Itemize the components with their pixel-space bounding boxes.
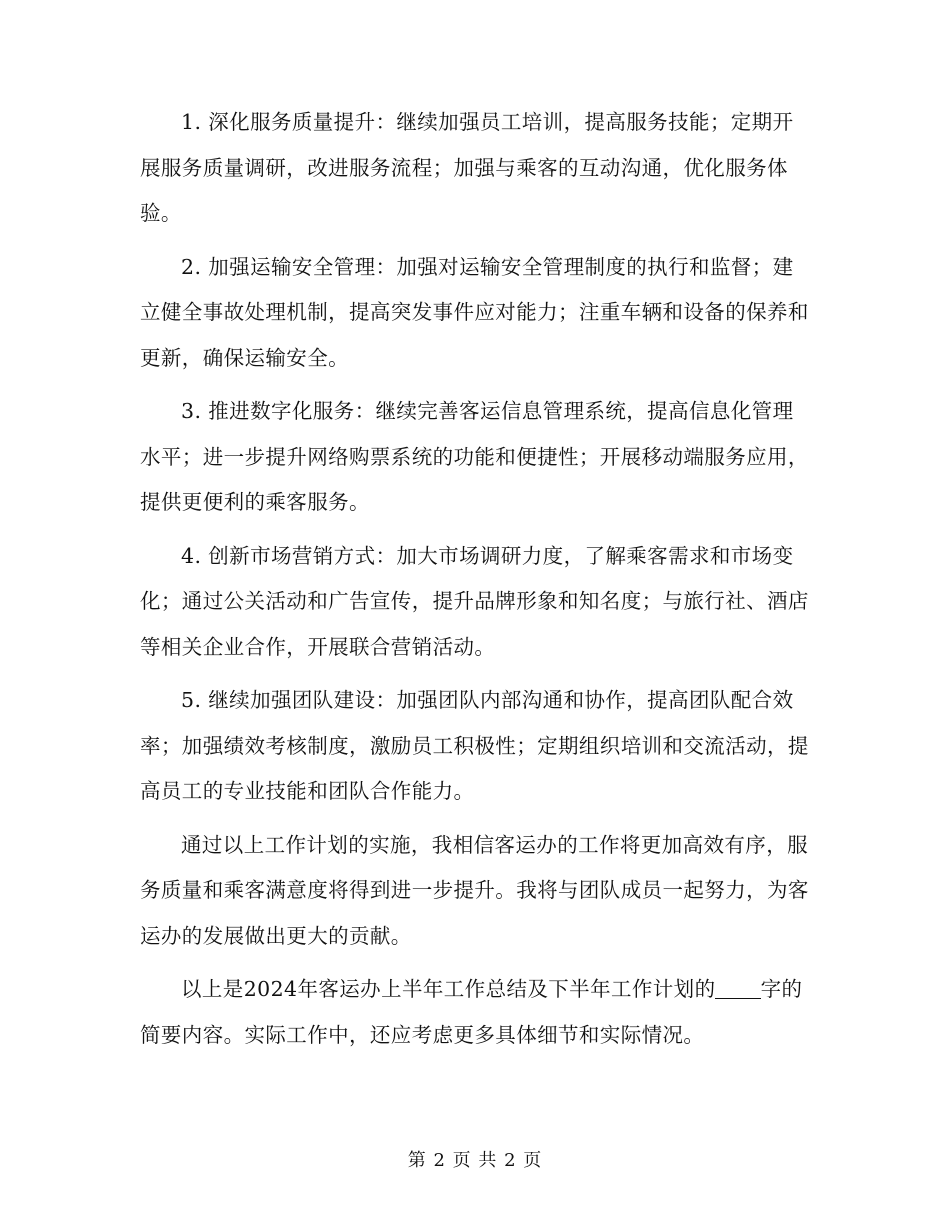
closing-text-start: 以上是2024年客运办上半年工作总结及下半年工作计划的 (181, 977, 716, 1001)
plan-item-5: 5. 继续加强团队建设：加强团队内部沟通和协作，提高团队配合效率；加强绩效考核制度，激励员工积极性；定期组织培训和交流活动，提高员工的专业技能和团队合作能力。 (140, 688, 809, 803)
plan-item-2: 2. 加强运输安全管理：加强对运输安全管理制度的执行和监督；建立健全事故处理机制，提高突发事件应对能力；注重车辆和设备的保养和更新，确保运输安全。 (140, 254, 809, 370)
closing-text-end: 字的简要内容。实际工作中，还应考虑更多具体细节和实际情况。 (140, 977, 803, 1047)
conclusion-paragraph: 通过以上工作计划的实施，我相信客运办的工作将更加高效有序，服务质量和乘客满意度将得到进一步提升。我将与团队成员一起努力，为客运办的发展做出更大的贡献。 (140, 832, 809, 948)
plan-item-1: 1. 深化服务质量提升：继续加强员工培训，提高服务技能；定期开展服务质量调研，改进服务流程；加强与乘客的互动沟通，优化服务体验。 (140, 110, 794, 225)
plan-item-3: 3. 推进数字化服务：继续完善客运信息管理系统，提高信息化管理水平；进一步提升网络购票系统的功能和便捷性；开展移动端服务应用，提供更便利的乘客服务。 (140, 399, 809, 514)
plan-item-4: 4. 创新市场营销方式：加大市场调研力度，了解乘客需求和市场变化；通过公关活动和广告宣传，提升品牌形象和知名度；与旅行社、酒店等相关企业合作，开展联合营销活动。 (140, 543, 809, 659)
blank-underline (715, 978, 760, 1000)
page-number-footer: 第 2 页 共 2 页 (407, 1150, 543, 1171)
closing-paragraph (140, 967, 812, 1058)
document-body (140, 100, 812, 1066)
